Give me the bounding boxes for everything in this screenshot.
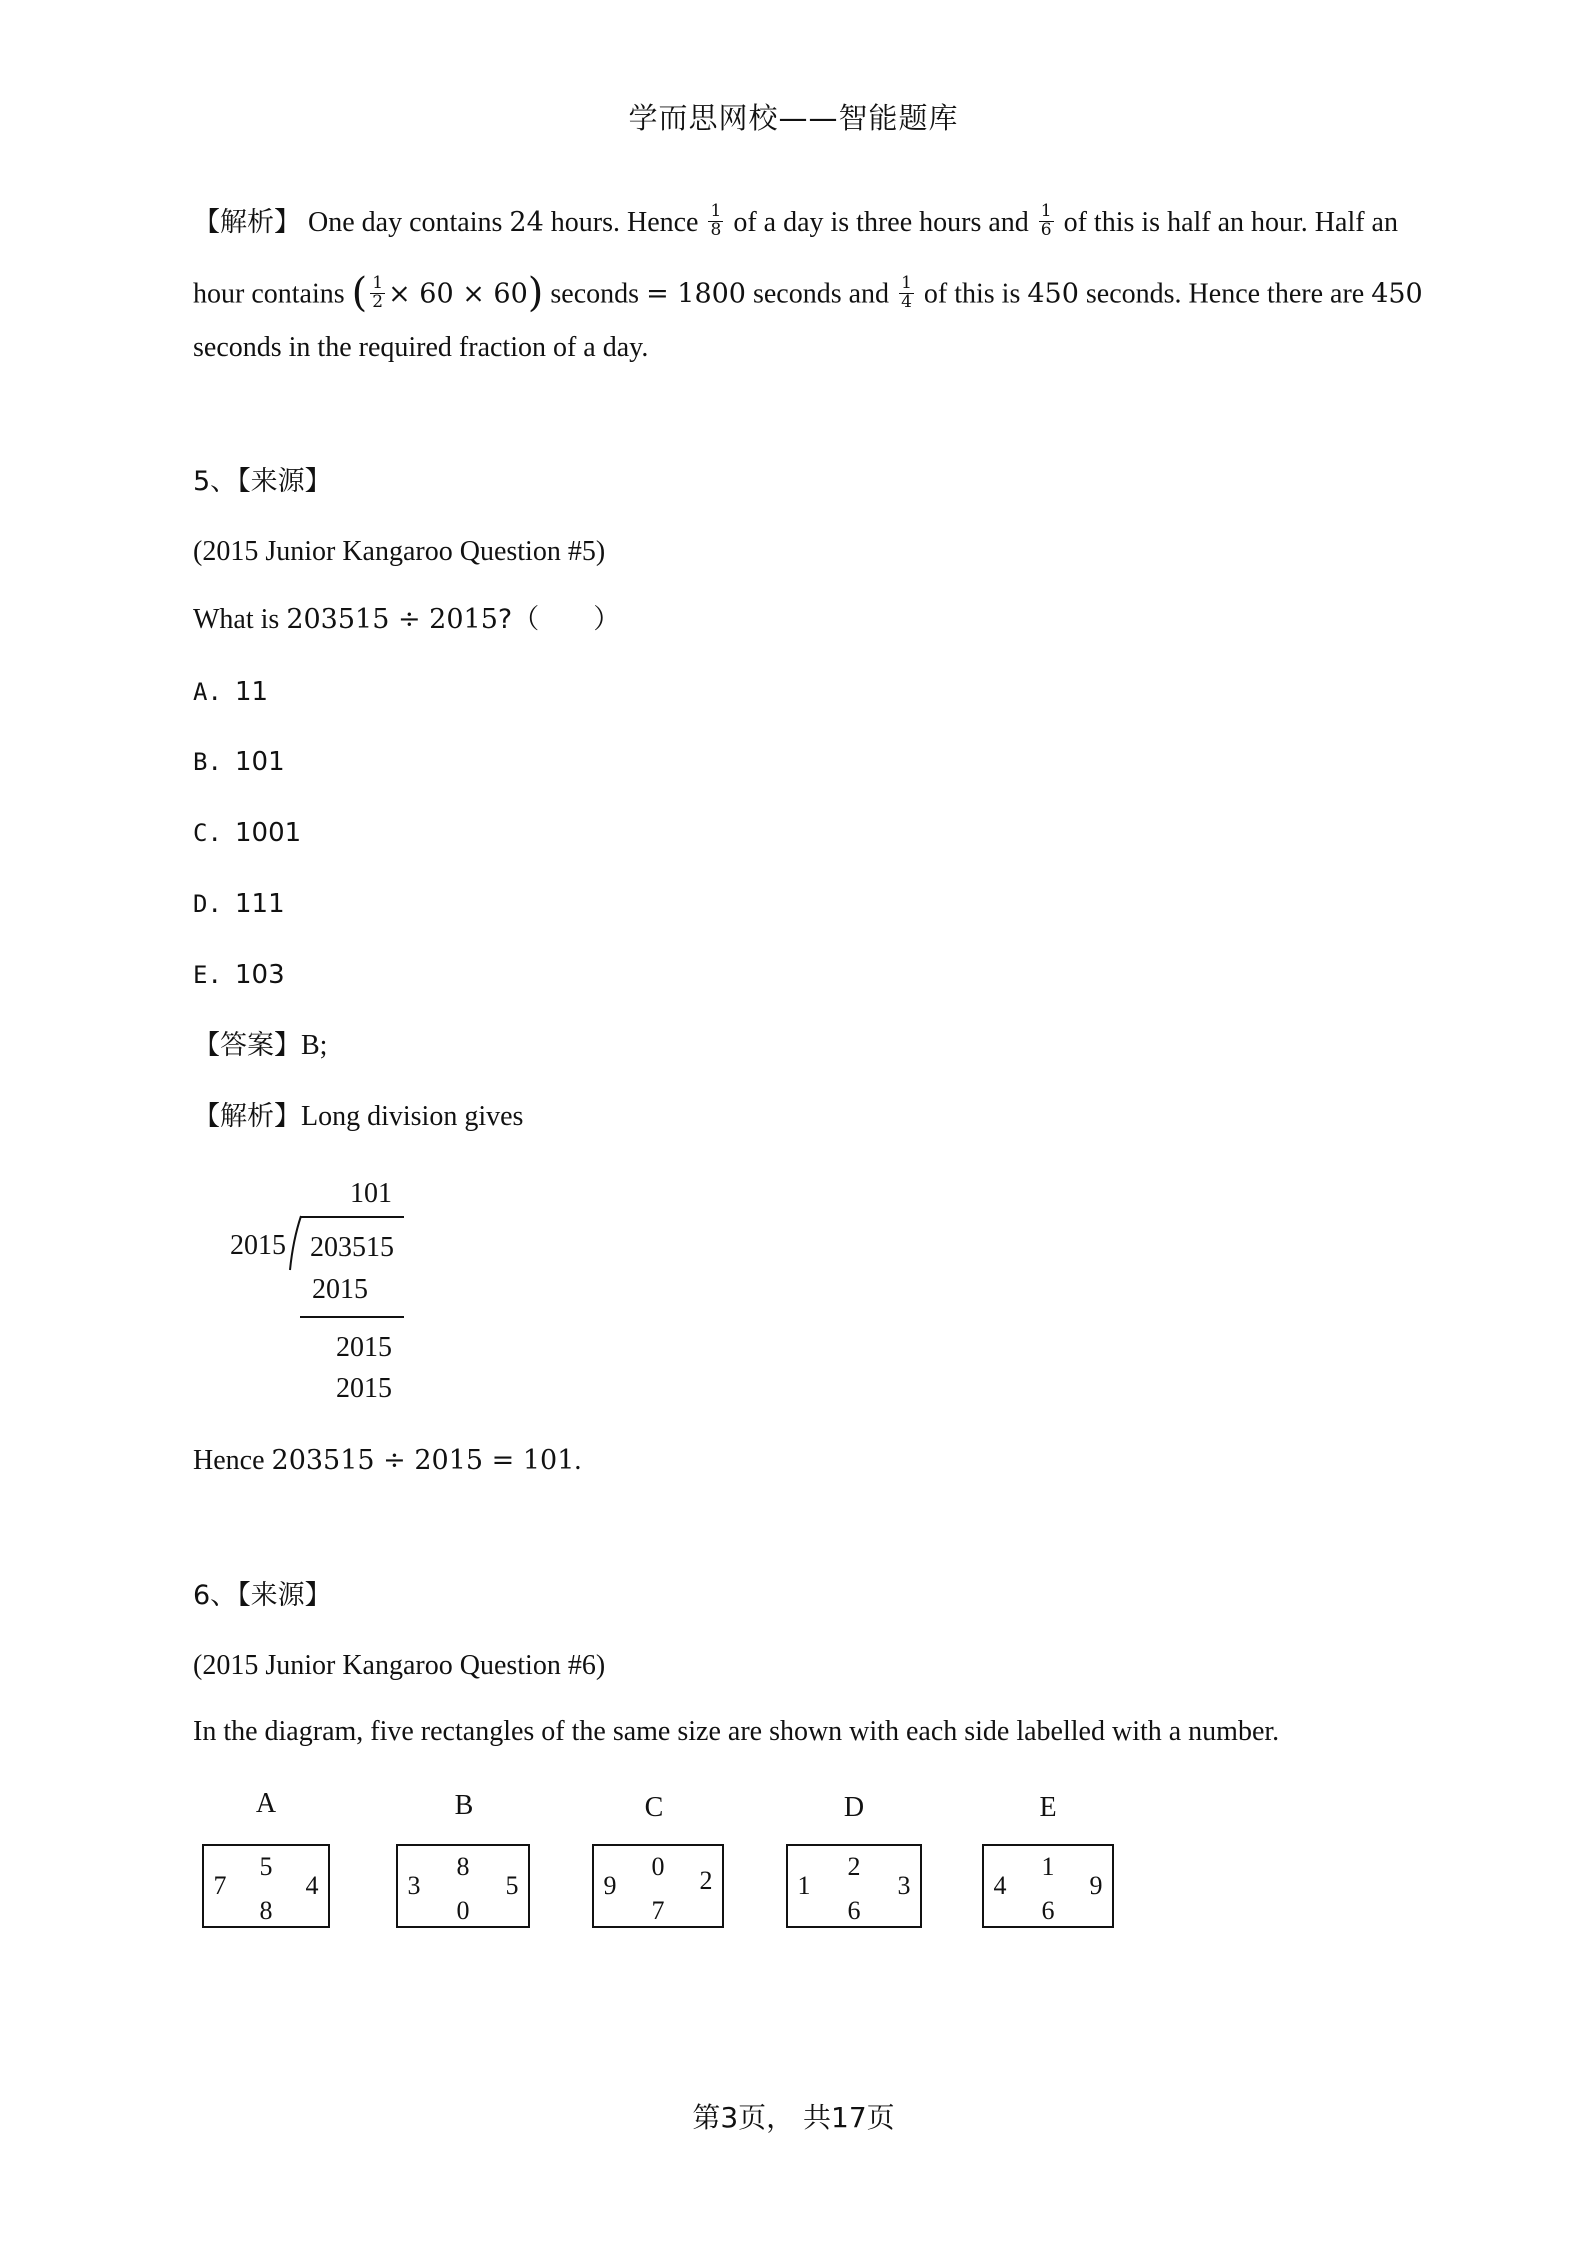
rect-label-a: A xyxy=(255,1788,277,1819)
q5-source: (2015 Junior Kangaroo Question #5) xyxy=(193,536,606,567)
dividend: 203515 xyxy=(310,1232,394,1263)
fraction-one-half: $\frac{1}{2}$ xyxy=(372,272,384,312)
math-expression: = 1800 xyxy=(646,278,746,310)
step-remainder: 2015 xyxy=(336,1332,392,1363)
step-subtract-2: 2015 xyxy=(336,1373,392,1404)
q5-option-a[interactable] xyxy=(193,678,268,706)
q4-analysis-line-1 xyxy=(193,201,1398,243)
rect-top-number: 2 xyxy=(847,1852,861,1881)
step-subtract: 2015 xyxy=(312,1274,368,1305)
question-number: 5、 xyxy=(193,466,238,497)
math-expression: 203515 ÷ 2015 = 101 xyxy=(271,1445,575,1476)
q4-analysis-line-2 xyxy=(193,270,1423,316)
option-value: 111 xyxy=(235,889,285,919)
fraction-one-quarter: $\frac{1}{4}$ xyxy=(901,272,912,312)
q5-heading xyxy=(193,468,332,496)
page-header: 学而思网校——智能题库 xyxy=(628,101,959,135)
rect-top-number: 5 xyxy=(259,1852,273,1881)
rectangle-d xyxy=(786,1844,922,1928)
rect-left-number: 3 xyxy=(407,1871,421,1900)
rect-right-number: 3 xyxy=(897,1871,911,1900)
text: seconds and xyxy=(745,278,897,310)
rectangle-b xyxy=(396,1844,530,1928)
division-bar xyxy=(300,1216,404,1218)
q5-conclusion xyxy=(193,1447,581,1475)
rect-bottom-number: 8 xyxy=(259,1896,273,1925)
rect-top-number: 1 xyxy=(1041,1852,1055,1881)
q4-analysis-line-3: seconds in the required fraction of a day. xyxy=(193,332,649,363)
right-paren: ) xyxy=(527,270,544,316)
rect-label-e: E xyxy=(1039,1792,1057,1823)
option-value: 11 xyxy=(235,677,269,707)
subtraction-line xyxy=(300,1316,404,1318)
text: Long division gives xyxy=(301,1101,524,1132)
text: Hence xyxy=(193,1445,272,1476)
fraction-one-eighth: $\frac{1}{8}$ xyxy=(710,201,722,240)
q5-analysis xyxy=(193,1103,523,1131)
text: of a day is three hours and xyxy=(726,206,1036,238)
rect-right-number: 4 xyxy=(305,1871,319,1900)
q5-question xyxy=(193,606,620,634)
rect-left-number: 4 xyxy=(993,1871,1007,1900)
source-tag: 【来源】 xyxy=(237,466,332,497)
text: . xyxy=(574,1445,582,1476)
analysis-tag: 【解析】 xyxy=(193,1101,301,1132)
q5-option-d[interactable] xyxy=(193,890,285,918)
rect-bottom-number: 6 xyxy=(1041,1896,1055,1925)
fraction-one-sixth: $\frac{1}{6}$ xyxy=(1040,201,1052,240)
rect-label-d: D xyxy=(843,1792,865,1823)
text: ?（ ） xyxy=(497,604,621,635)
rectangle-e xyxy=(982,1844,1114,1928)
rect-label-c: C xyxy=(644,1792,664,1823)
rect-bottom-number: 6 xyxy=(847,1896,861,1925)
text: What is xyxy=(193,604,287,635)
rectangle-a xyxy=(202,1844,330,1928)
math-number: 450 xyxy=(1027,278,1079,310)
rect-right-number: 2 xyxy=(699,1866,713,1895)
q5-option-b[interactable] xyxy=(193,748,285,776)
question-number: 6、 xyxy=(193,1580,238,1611)
q5-option-e[interactable] xyxy=(193,961,285,989)
rect-left-number: 9 xyxy=(603,1871,617,1900)
text: hour contains xyxy=(193,278,352,310)
q6-source: (2015 Junior Kangaroo Question #6) xyxy=(193,1650,606,1681)
rect-top-number: 0 xyxy=(651,1852,665,1881)
math-number: 450 xyxy=(1371,278,1423,310)
q5-answer xyxy=(193,1032,327,1060)
text: One day contains xyxy=(308,206,510,238)
divisor: 2015 xyxy=(230,1230,286,1261)
math-expression: 203515 ÷ 2015 xyxy=(286,604,498,635)
answer-tag: 【答案】 xyxy=(193,1030,301,1061)
rect-left-number: 1 xyxy=(797,1871,811,1900)
text: of this is xyxy=(916,278,1028,310)
left-paren: ( xyxy=(351,270,368,316)
option-letter: A. xyxy=(193,678,222,706)
source-tag: 【来源】 xyxy=(237,1580,332,1611)
text: hours. Hence xyxy=(543,206,706,238)
division-bracket xyxy=(288,1214,304,1272)
rect-left-number: 7 xyxy=(213,1871,227,1900)
text: seconds xyxy=(543,278,647,310)
q6-question: In the diagram, five rectangles of the same size are shown with each side labelled with a number. xyxy=(193,1716,1280,1747)
option-letter: B. xyxy=(193,748,222,776)
analysis-tag: 【解析】 xyxy=(193,206,301,238)
option-value: 103 xyxy=(235,960,285,990)
rect-bottom-number: 0 xyxy=(456,1896,470,1925)
option-letter: E. xyxy=(193,961,222,989)
q5-option-c[interactable] xyxy=(193,819,301,847)
quotient: 101 xyxy=(350,1178,392,1209)
rect-right-number: 5 xyxy=(505,1871,519,1900)
rect-label-b: B xyxy=(454,1790,474,1821)
rect-bottom-number: 7 xyxy=(651,1896,665,1925)
rect-right-number: 9 xyxy=(1089,1871,1103,1900)
rect-top-number: 8 xyxy=(456,1852,470,1881)
answer-value: B; xyxy=(301,1030,328,1061)
option-value: 1001 xyxy=(235,818,302,848)
option-letter: D. xyxy=(193,890,222,918)
rectangle-c xyxy=(592,1844,724,1928)
option-value: 101 xyxy=(235,747,285,777)
math-number: 24 xyxy=(509,206,544,238)
page-footer: 第3页， 共17页 xyxy=(692,2101,895,2134)
option-letter: C. xyxy=(193,819,222,847)
text: of this is half an hour. Half an xyxy=(1056,206,1398,238)
math-expression: × 60 × 60 xyxy=(388,278,528,310)
text: seconds. Hence there are xyxy=(1078,278,1372,310)
q6-heading xyxy=(193,1582,332,1610)
